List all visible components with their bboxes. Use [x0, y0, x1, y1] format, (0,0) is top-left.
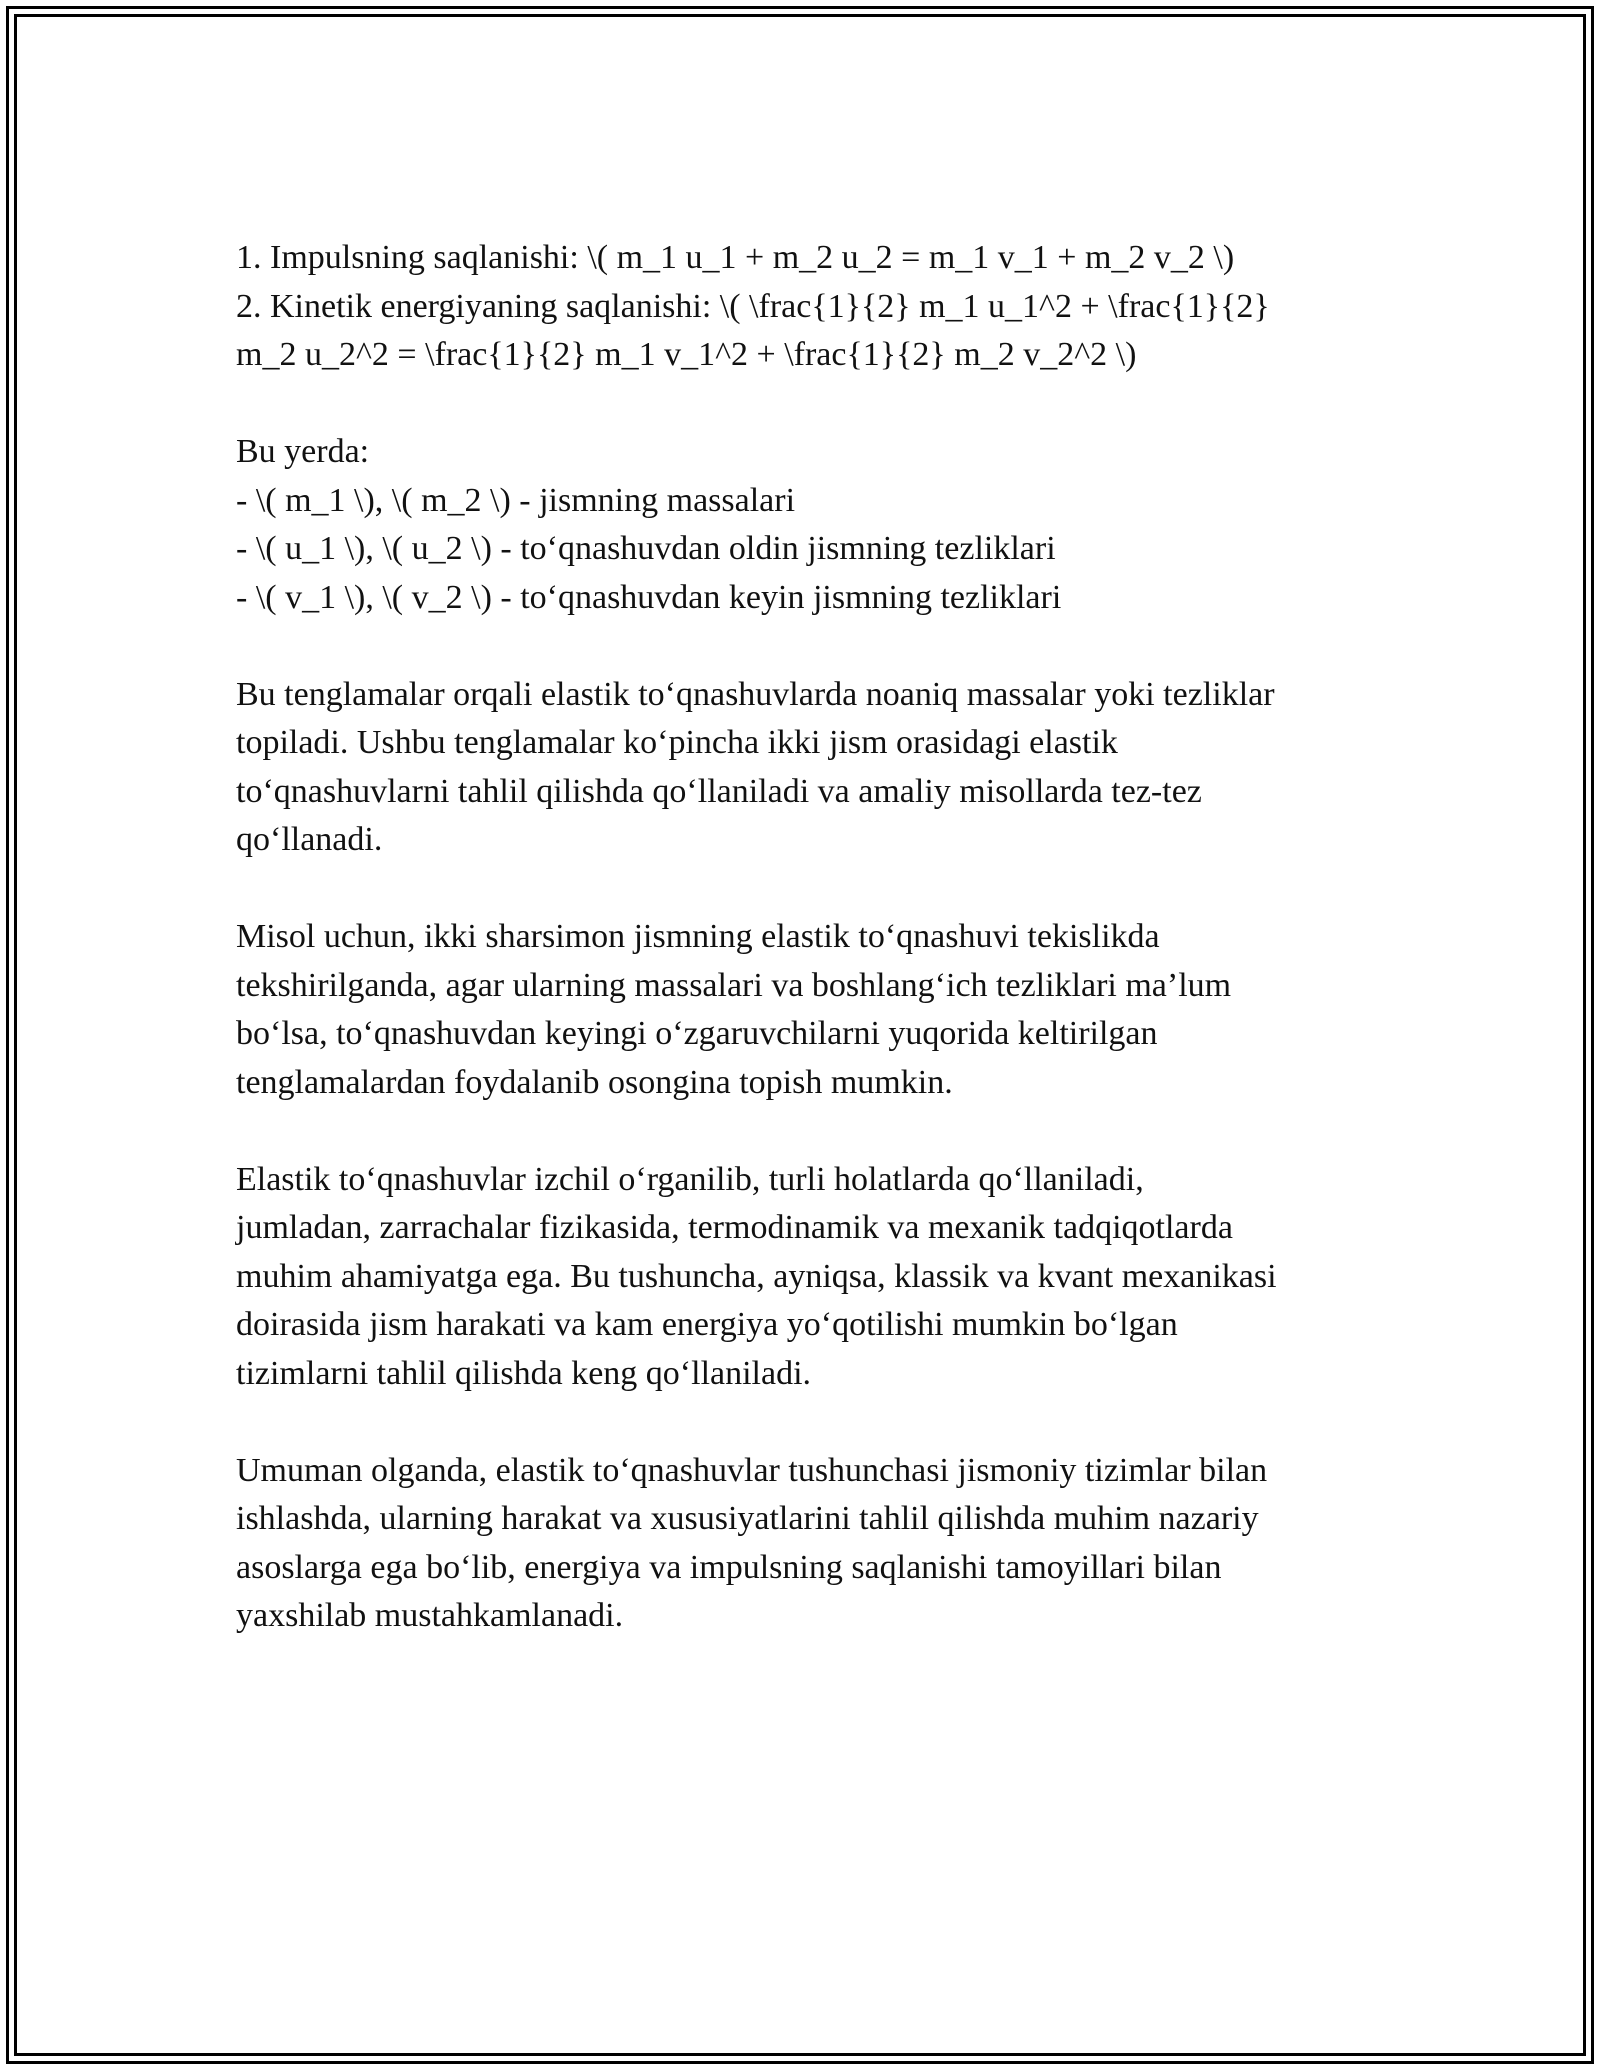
paragraph-line: to‘qnashuvlarni tahlil qilishda qo‘llaniladi va amaliy misollarda tez-tez — [236, 772, 1202, 810]
legend-item-masses: - \( m_1 \), \( m_2 \) - jismning massalari — [236, 481, 796, 519]
paragraph-gap — [236, 1398, 1376, 1447]
paragraph-line: topiladi. Ushbu tenglamalar ko‘pincha ikki jism orasidagi elastik — [236, 724, 1118, 761]
paragraph-line: muhim ahamiyatga ega. Bu tushuncha, ayniqsa, klassik va kvant mexanikasi — [236, 1257, 1277, 1295]
equations-block — [236, 234, 1376, 380]
paragraph-line: tizimlarni tahlil qilishda keng qo‘llaniladi. — [236, 1354, 812, 1392]
paragraph-line: Misol uchun, ikki sharsimon jismning elastik to‘qnashuvi tekislikda — [236, 918, 1160, 955]
paragraph-line: Elastik to‘qnashuvlar izchil o‘rganilib, turli holatlarda qo‘llaniladi, — [236, 1160, 1144, 1198]
legend-block — [236, 428, 1376, 622]
legend-item-final-velocities: - \( v_1 \), \( v_2 \) - to‘qnashuvdan keyin jismning tezliklari — [236, 578, 1062, 616]
paragraph-gap — [236, 865, 1376, 914]
energy-equation-line-2: m_2 u_2^2 = \frac{1}{2} m_1 v_1^2 + \frac{1}{2} m_2 v_2^2 \) — [236, 336, 1137, 373]
paragraph-line: tekshirilganda, agar ularning massalari va boshlang‘ich tezliklari ma’lum — [236, 966, 1232, 1004]
paragraph-line: Bu tenglamalar orqali elastik to‘qnashuvlarda noaniq massalar yoki tezliklar — [236, 675, 1275, 713]
paragraph-example — [236, 913, 1376, 1107]
paragraph-conclusion — [236, 1447, 1376, 1641]
paragraph-line: yaxshilab mustahkamlanadi. — [236, 1597, 624, 1634]
paragraph-gap — [236, 1107, 1376, 1156]
legend-item-initial-velocities: - \( u_1 \), \( u_2 \) - to‘qnashuvdan oldin jismning tezliklari — [236, 530, 1056, 567]
paragraph-line: jumladan, zarrachalar fizikasida, termodinamik va mexanik tadqiqotlarda — [236, 1209, 1233, 1246]
paragraph-line: tenglamalardan foydalanib osongina topish mumkin. — [236, 1063, 953, 1101]
paragraph-line: ishlashda, ularning harakat va xususiyatlarini tahlil qilishda muhim nazariy — [236, 1500, 1259, 1537]
document-body — [236, 234, 1376, 1641]
paragraph-line: asoslarga ega bo‘lib, energiya va impulsning saqlanishi tamoyillari bilan — [236, 1548, 1222, 1586]
paragraph-line: bo‘lsa, to‘qnashuvdan keyingi o‘zgaruvchilarni yuqorida keltirilgan — [236, 1015, 1158, 1052]
paragraph-equations-usage — [236, 671, 1376, 865]
paragraph-line: Umuman olganda, elastik to‘qnashuvlar tushunchasi jismoniy tizimlar bilan — [236, 1451, 1268, 1489]
paragraph-gap — [236, 380, 1376, 429]
paragraph-line: qo‘llanadi. — [236, 821, 383, 858]
paragraph-line: doirasida jism harakati va kam energiya yo‘qotilishi mumkin bo‘lgan — [236, 1306, 1178, 1343]
paragraph-gap — [236, 622, 1376, 671]
energy-equation-line-1: 2. Kinetik energiyaning saqlanishi: \( \frac{1}{2} m_1 u_1^2 + \frac{1}{2} — [236, 287, 1270, 325]
legend-heading: Bu yerda: — [236, 433, 370, 470]
momentum-equation-line: 1. Impulsning saqlanishi: \( m_1 u_1 + m_2 u_2 = m_1 v_1 + m_2 v_2 \) — [236, 239, 1235, 276]
paragraph-applications — [236, 1156, 1376, 1399]
